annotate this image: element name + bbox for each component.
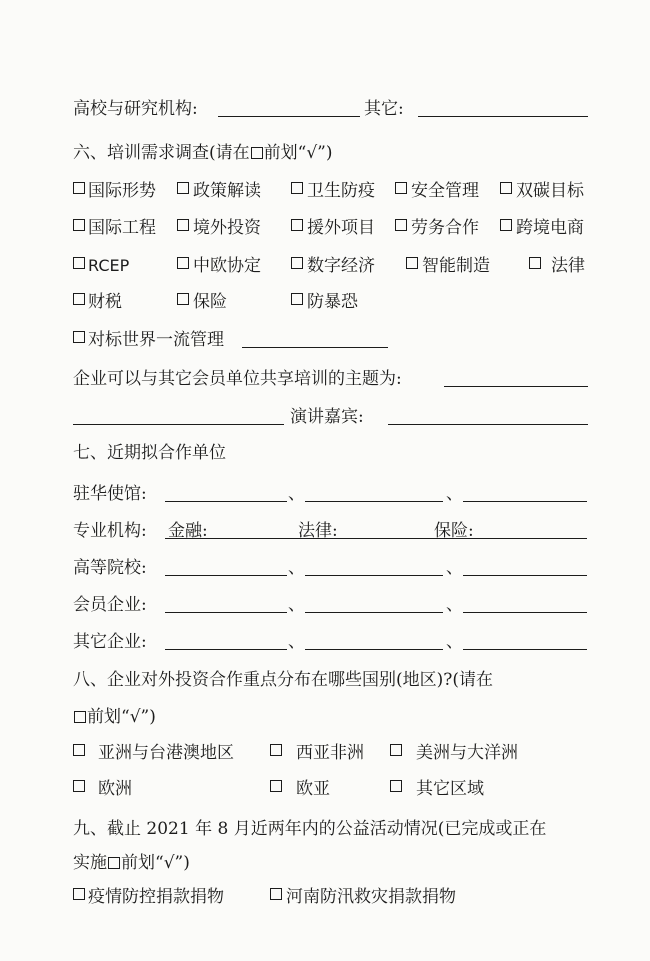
option-label: 法律 [551, 256, 585, 276]
share-topic-field[interactable] [444, 386, 588, 387]
share-topic-label: 企业可以与其它会员单位共享培训的主题为: [73, 369, 402, 389]
option-label: 智能制造 [422, 256, 490, 276]
checkbox-eurasia[interactable] [270, 780, 282, 792]
invest-note-post: 前划“√”) [87, 707, 156, 727]
university-field-3[interactable] [463, 575, 587, 576]
universities-field[interactable] [218, 116, 360, 117]
checkbox-finance-tax[interactable] [73, 293, 85, 305]
option-label: 疫情防控捐款捐物 [88, 887, 224, 907]
option-label: 国际工程 [88, 218, 156, 238]
checkbox-epidemic-donation[interactable] [73, 888, 85, 900]
checkbox-cross-border-ecommerce[interactable] [500, 219, 512, 231]
option-label: 卫生防疫 [307, 181, 375, 201]
option-label: 防暴恐 [307, 292, 358, 312]
other-company-label: 其它企业: [73, 632, 147, 652]
training-note-post: 前划“√”) [263, 143, 333, 163]
checkbox-epidemic-prevention[interactable] [291, 182, 303, 194]
university-field-2[interactable] [305, 575, 443, 576]
checkbox-insurance[interactable] [177, 293, 189, 305]
separator: 、 [446, 484, 463, 504]
law-label: 法律: [298, 521, 338, 541]
checkbox-overseas-investment[interactable] [177, 219, 189, 231]
option-label: 保险 [193, 292, 227, 312]
option-label: 政策解读 [193, 181, 261, 201]
option-label: 双碳目标 [516, 181, 584, 201]
member-field-2[interactable] [305, 612, 443, 613]
separator: 、 [288, 595, 305, 615]
option-label: RCEP [88, 256, 130, 275]
checkbox-americas-oceania[interactable] [390, 744, 402, 756]
university-partner-label: 高等院校: [73, 558, 147, 578]
universities-other-field[interactable] [418, 116, 588, 117]
inline-checkbox-icon [74, 711, 86, 723]
inline-checkbox-icon [251, 147, 263, 159]
partners-heading: 七、近期拟合作单位 [73, 443, 226, 463]
universities-label: 高校与研究机构: [73, 99, 198, 119]
checkbox-rcep[interactable] [73, 257, 85, 269]
separator: 、 [288, 632, 305, 652]
option-label: 中欧协定 [193, 256, 261, 276]
training-heading: 六、培训需求调查 [73, 143, 209, 163]
charity-note-pre: 实施 [73, 853, 107, 873]
agency-label: 专业机构: [73, 521, 147, 541]
checkbox-policy-interpretation[interactable] [177, 182, 189, 194]
option-label: 财税 [88, 292, 122, 312]
charity-note-post: 前划“√”) [121, 853, 190, 873]
option-label: 亚洲与台港澳地区 [98, 743, 234, 763]
option-label: 美洲与大洋洲 [416, 743, 518, 763]
other-company-field-1[interactable] [165, 649, 287, 650]
checkbox-anti-terrorism[interactable] [291, 293, 303, 305]
universities-other-label: 其它: [364, 99, 404, 119]
option-label: 欧洲 [98, 779, 132, 799]
checkbox-international-situation[interactable] [73, 182, 85, 194]
checkbox-law[interactable] [529, 257, 541, 269]
member-label: 会员企业: [73, 595, 147, 615]
separator: 、 [446, 558, 463, 578]
checkbox-labor-cooperation[interactable] [395, 219, 407, 231]
option-label: 安全管理 [411, 181, 479, 201]
separator: 、 [446, 632, 463, 652]
speaker-field[interactable] [388, 424, 588, 425]
embassy-field-3[interactable] [463, 501, 587, 502]
option-label: 跨境电商 [516, 218, 584, 238]
insurance-label: 保险: [434, 521, 474, 541]
finance-label: 金融: [168, 521, 208, 541]
option-label: 其它区域 [416, 779, 484, 799]
checkbox-other-regions[interactable] [390, 780, 402, 792]
checkbox-safety-management[interactable] [395, 182, 407, 194]
checkbox-digital-economy[interactable] [291, 257, 303, 269]
checkbox-world-class-benchmark[interactable] [73, 331, 85, 343]
agency-field[interactable] [165, 538, 587, 539]
option-label: 劳务合作 [411, 218, 479, 238]
training-note-pre: (请在 [209, 143, 250, 163]
option-label: 对标世界一流管理 [88, 330, 224, 350]
checkbox-international-engineering[interactable] [73, 219, 85, 231]
checkbox-dual-carbon[interactable] [500, 182, 512, 194]
option-label: 援外项目 [307, 218, 375, 238]
option-label: 河南防汛救灾捐款捐物 [286, 887, 456, 907]
speaker-label: 演讲嘉宾: [290, 407, 364, 427]
share-topic-field-continued[interactable] [73, 424, 284, 425]
checkbox-asia-hk-macao-taiwan[interactable] [73, 744, 85, 756]
checkbox-west-asia-africa[interactable] [270, 744, 282, 756]
inline-checkbox-icon [108, 857, 120, 869]
university-field-1[interactable] [165, 575, 287, 576]
checkbox-smart-manufacturing[interactable] [406, 257, 418, 269]
member-field-1[interactable] [165, 612, 287, 613]
option-label: 西亚非洲 [296, 743, 364, 763]
separator: 、 [288, 558, 305, 578]
embassy-field-1[interactable] [165, 501, 287, 502]
benchmark-field[interactable] [242, 347, 388, 348]
checkbox-china-eu-agreement[interactable] [177, 257, 189, 269]
other-company-field-3[interactable] [463, 649, 587, 650]
separator: 、 [446, 595, 463, 615]
separator: 、 [288, 484, 305, 504]
checkbox-europe[interactable] [73, 780, 85, 792]
option-label: 国际形势 [88, 181, 156, 201]
invest-heading: 八、企业对外投资合作重点分布在哪些国别(地区)?(请在 [73, 670, 494, 690]
member-field-3[interactable] [463, 612, 587, 613]
other-company-field-2[interactable] [305, 649, 443, 650]
checkbox-foreign-aid[interactable] [291, 219, 303, 231]
option-label: 数字经济 [307, 256, 375, 276]
option-label: 境外投资 [193, 218, 261, 238]
embassy-label: 驻华使馆: [73, 484, 147, 504]
embassy-field-2[interactable] [305, 501, 443, 502]
charity-heading: 九、截止 2021 年 8 月近两年内的公益活动情况(已完成或正在 [73, 819, 547, 839]
option-label: 欧亚 [296, 779, 330, 799]
checkbox-henan-flood-donation[interactable] [270, 888, 282, 900]
